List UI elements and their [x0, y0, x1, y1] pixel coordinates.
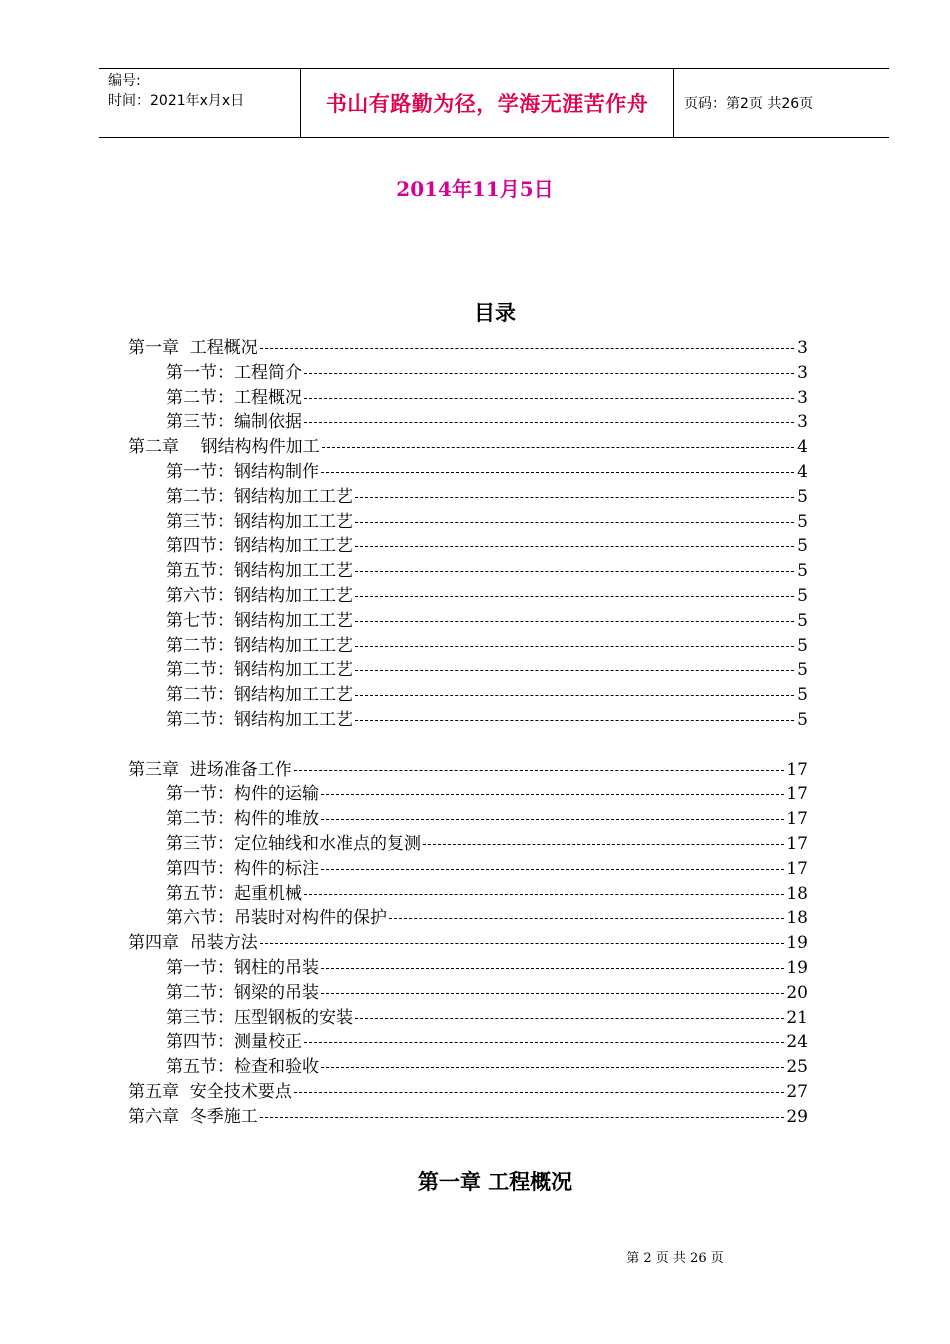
toc-leader-line [355, 596, 794, 597]
page-header [99, 68, 889, 138]
toc-entry-label: 第六节：钢结构加工工艺 [166, 585, 353, 606]
toc-section-entry[interactable] [128, 410, 808, 435]
toc-entry-label: 第三节：钢结构加工工艺 [166, 511, 353, 532]
toc-entry-label: 第三节：编制依据 [166, 412, 302, 433]
toc-section-entry[interactable] [128, 361, 808, 386]
toc-entry-label: 第二章 钢结构构件加工 [128, 437, 320, 458]
toc-leader-line [423, 844, 784, 845]
toc-entry-label: 第二节：钢结构加工工艺 [166, 486, 353, 507]
toc-entry-label: 第二节：钢结构加工工艺 [166, 709, 353, 730]
toc-entry-label: 第五节：起重机械 [166, 883, 302, 904]
toc-leader-line [355, 695, 794, 696]
toc-entry-page: 5 [797, 610, 808, 631]
toc-entry-page: 20 [786, 982, 808, 1003]
toc-section-entry[interactable] [128, 1030, 808, 1055]
toc-leader-line [321, 819, 784, 820]
toc-entry-label: 第三章 进场准备工作 [128, 759, 292, 780]
toc-leader-line [389, 918, 784, 919]
toc-entry-page: 3 [797, 362, 808, 383]
toc-entry-page: 3 [797, 412, 808, 433]
toc-entry-page: 17 [786, 858, 808, 879]
toc-chapter-entry[interactable] [128, 758, 808, 783]
toc-section-entry[interactable] [128, 658, 808, 683]
toc-entry-page: 4 [797, 437, 808, 458]
chapter-heading: 第一章 工程概况 [417, 1169, 573, 1194]
toc-entry-label: 第五节：钢结构加工工艺 [166, 561, 353, 582]
toc-leader-line [304, 373, 794, 374]
toc-entry-page: 5 [797, 511, 808, 532]
toc-section-entry[interactable] [128, 634, 808, 659]
header-meta [99, 69, 300, 137]
toc-entry-page: 29 [786, 1106, 808, 1127]
toc-leader-line [355, 571, 794, 572]
toc-entry-label: 第三节：定位轴线和水准点的复测 [166, 833, 421, 854]
toc-section-entry[interactable] [128, 708, 808, 733]
toc-leader-line [304, 422, 794, 423]
toc-entry-label: 第一节：构件的运输 [166, 784, 319, 805]
table-of-contents [128, 336, 808, 1130]
toc-leader-line [355, 522, 794, 523]
toc-entry-label: 第五章 安全技术要点 [128, 1081, 292, 1102]
toc-entry-page: 19 [786, 957, 808, 978]
toc-entry-page: 17 [786, 759, 808, 780]
toc-entry-page: 5 [797, 709, 808, 730]
toc-entry-page: 24 [786, 1032, 808, 1053]
toc-leader-line [321, 1067, 784, 1068]
toc-entry-label: 第七节：钢结构加工工艺 [166, 610, 353, 631]
toc-leader-line [355, 621, 794, 622]
toc-leader-line [355, 546, 794, 547]
toc-entry-page: 4 [797, 461, 808, 482]
toc-entry-page: 27 [786, 1081, 808, 1102]
toc-section-entry[interactable] [128, 956, 808, 981]
document-date: 2014年11月5日 [396, 177, 554, 201]
toc-section-entry[interactable] [128, 584, 808, 609]
toc-section-entry[interactable] [128, 510, 808, 535]
toc-leader-line [304, 1042, 784, 1043]
toc-section-entry[interactable] [128, 807, 808, 832]
toc-section-entry[interactable] [128, 906, 808, 931]
toc-entry-page: 5 [797, 635, 808, 656]
header-page-info: 页码：第2页 共26页 [684, 96, 814, 112]
toc-leader-line [304, 894, 784, 895]
toc-section-entry[interactable] [128, 609, 808, 634]
toc-title: 目录 [474, 300, 516, 325]
toc-entry-page: 17 [786, 784, 808, 805]
toc-section-entry[interactable] [128, 534, 808, 559]
toc-section-entry[interactable] [128, 559, 808, 584]
toc-leader-line [355, 646, 794, 647]
toc-entry-page: 5 [797, 561, 808, 582]
toc-section-entry[interactable] [128, 1006, 808, 1031]
toc-chapter-entry[interactable] [128, 1105, 808, 1130]
toc-section-entry[interactable] [128, 683, 808, 708]
toc-entry-label: 第二节：钢结构加工工艺 [166, 635, 353, 656]
toc-entry-page: 3 [797, 338, 808, 358]
toc-section-entry[interactable] [128, 981, 808, 1006]
toc-section-entry[interactable] [128, 857, 808, 882]
time-label: 时间：2021年x月x日 [108, 93, 245, 109]
toc-leader-line [260, 1117, 785, 1118]
toc-entry-page: 5 [797, 536, 808, 557]
toc-entry-page: 18 [786, 908, 808, 929]
toc-leader-line [321, 472, 794, 473]
toc-chapter-entry[interactable] [128, 931, 808, 956]
toc-entry-label: 第六章 冬季施工 [128, 1106, 258, 1127]
toc-entry-label: 第四章 吊装方法 [128, 933, 258, 954]
toc-leader-line [355, 720, 794, 721]
toc-leader-line [355, 1018, 784, 1019]
motto: 书山有路勤为径，学海无涯苦作舟 [325, 92, 649, 116]
toc-entry-page: 17 [786, 809, 808, 830]
toc-entry-page: 5 [797, 486, 808, 507]
toc-section-entry[interactable] [128, 782, 808, 807]
toc-entry-page: 17 [786, 833, 808, 854]
toc-leader-line [355, 670, 794, 671]
toc-leader-line [294, 770, 785, 771]
toc-entry-label: 第一节：钢柱的吊装 [166, 957, 319, 978]
toc-section-entry[interactable] [128, 386, 808, 411]
toc-entry-label: 第二节：钢结构加工工艺 [166, 685, 353, 706]
toc-chapter-entry[interactable] [128, 336, 808, 361]
toc-entry-label: 第四节：测量校正 [166, 1032, 302, 1053]
toc-entry-page: 5 [797, 685, 808, 706]
toc-entry-label: 第二节：钢梁的吊装 [166, 982, 319, 1003]
toc-chapter-entry[interactable] [128, 435, 808, 460]
toc-entry-label: 第五节：检查和验收 [166, 1057, 319, 1078]
toc-leader-line [355, 497, 794, 498]
toc-section-entry[interactable] [128, 460, 808, 485]
toc-leader-line [321, 794, 784, 795]
toc-entry-page: 5 [797, 660, 808, 681]
toc-entry-label: 第一节：工程简介 [166, 362, 302, 383]
toc-entry-page: 18 [786, 883, 808, 904]
toc-section-entry[interactable] [128, 1055, 808, 1080]
toc-entry-label: 第六节：吊装时对构件的保护 [166, 908, 387, 929]
toc-section-entry[interactable] [128, 882, 808, 907]
toc-leader-line [260, 943, 785, 944]
toc-leader-line [321, 968, 784, 969]
toc-entry-label: 第四节：钢结构加工工艺 [166, 536, 353, 557]
toc-entry-label: 第二节：钢结构加工工艺 [166, 660, 353, 681]
toc-entry-label: 第三节：压型钢板的安装 [166, 1007, 353, 1028]
code-label: 编号: [108, 73, 141, 89]
toc-entry-page: 3 [797, 387, 808, 408]
toc-leader-line [321, 993, 784, 994]
toc-leader-line [321, 869, 784, 870]
toc-entry-page: 21 [786, 1007, 808, 1028]
toc-leader-line [304, 398, 794, 399]
toc-section-entry[interactable] [128, 485, 808, 510]
toc-entry-page: 25 [786, 1057, 808, 1078]
toc-entry-label: 第四节：构件的标注 [166, 858, 319, 879]
toc-leader-line [260, 348, 794, 349]
toc-entry-label: 第二节：工程概况 [166, 387, 302, 408]
toc-leader-line [322, 447, 794, 448]
toc-chapter-entry[interactable] [128, 1080, 808, 1105]
toc-entry-label: 第一章 工程概况 [128, 338, 258, 358]
toc-section-entry[interactable] [128, 832, 808, 857]
toc-entry-label: 第一节：钢结构制作 [166, 461, 319, 482]
toc-entry-page: 19 [786, 933, 808, 954]
toc-leader-line [294, 1092, 785, 1093]
page-footer: 第 2 页 共 26 页 [626, 1251, 724, 1266]
toc-entry-page: 5 [797, 585, 808, 606]
header-motto-cell [300, 69, 674, 137]
toc-entry-label: 第二节：构件的堆放 [166, 809, 319, 830]
